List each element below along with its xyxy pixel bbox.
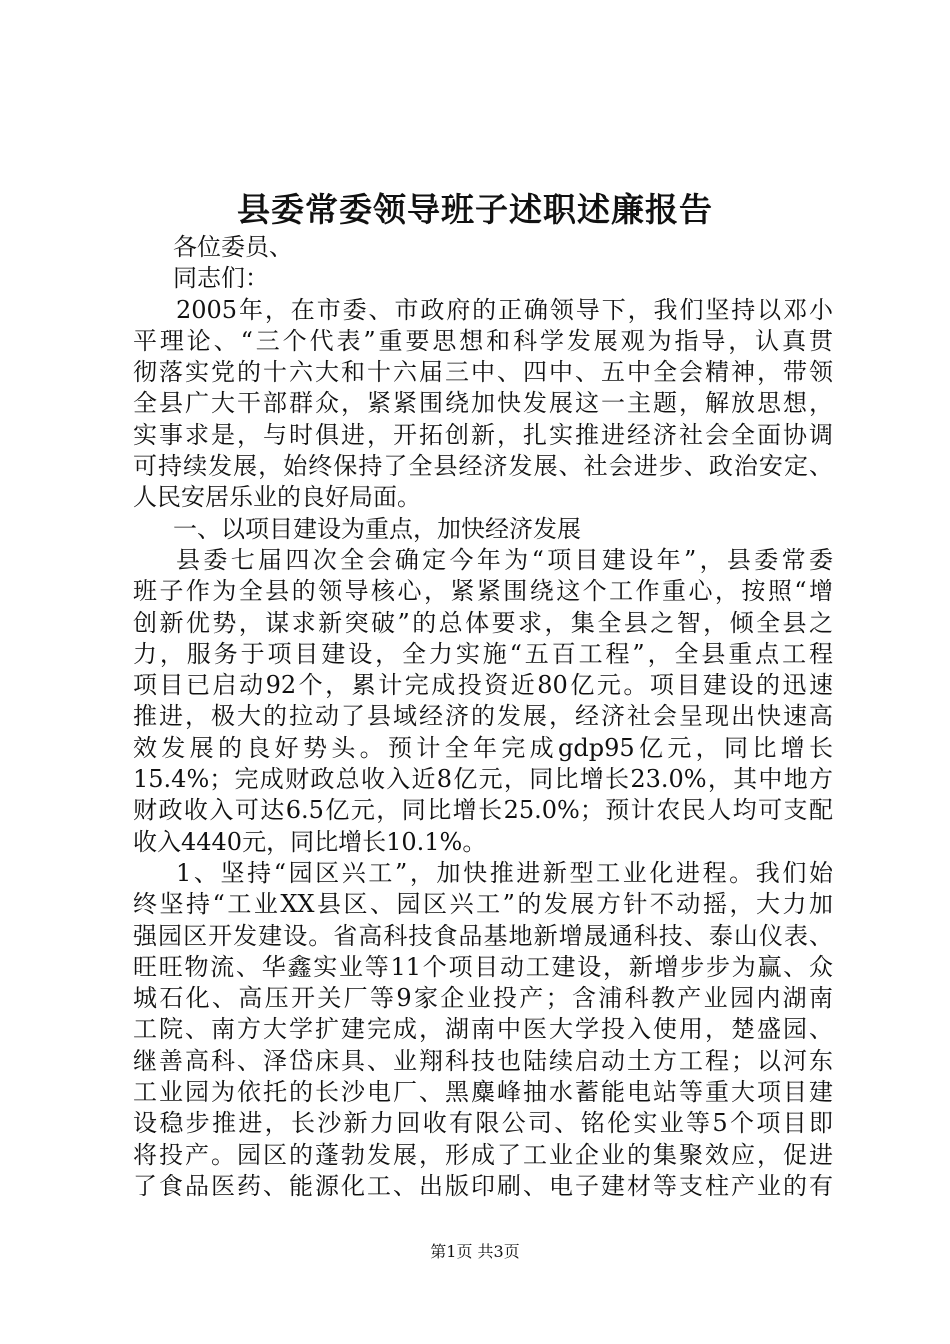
paragraph-line: 1、坚持“园区兴工”，加快推进新型工业化进程。我们始 xyxy=(176,858,833,887)
paragraph-line: 人民安居乐业的良好局面。 xyxy=(133,483,421,512)
salutation-line: 各位委员、 xyxy=(173,233,293,261)
paragraph-line: 了食品医药、能源化工、出版印刷、电子建材等支柱产业的有 xyxy=(133,1171,833,1200)
paragraph-line: 15.4%；完成财政总收入近8亿元，同比增长23.0%，其中地方 xyxy=(133,765,833,794)
paragraph-line: 工业园为依托的长沙电厂、黑麋峰抽水蓄能电站等重大项目建 xyxy=(133,1078,833,1107)
paragraph-line: 彻落实党的十六大和十六届三中、四中、五中全会精神，带领 xyxy=(133,358,833,387)
paragraph-line: 强园区开发建设。省高科技食品基地新增晟通科技、泰山仪表、 xyxy=(133,921,833,950)
paragraph-line: 推进，极大的拉动了县域经济的发展，经济社会呈现出快速高 xyxy=(133,702,833,731)
paragraph-line: 效发展的良好势头。预计全年完成gdp95亿元，同比增长 xyxy=(133,733,833,762)
paragraph-line: 将投产。园区的蓬勃发展，形成了工业企业的集聚效应，促进 xyxy=(133,1140,833,1169)
document-body xyxy=(133,232,833,1202)
paragraph-line: 旺旺物流、华鑫实业等11个项目动工建设，新增步步为赢、众 xyxy=(133,952,833,981)
section-heading: 一、以项目建设为重点，加快经济发展 xyxy=(173,514,581,543)
paragraph-line: 实事求是，与时俱进，开拓创新，扎实推进经济社会全面协调 xyxy=(133,420,833,449)
paragraph-line: 县委七届四次全会确定今年为“项目建设年”，县委常委 xyxy=(176,545,833,574)
paragraph-line: 收入4440元，同比增长10.1%。 xyxy=(133,827,487,856)
page-number-footer: 第1页 共3页 xyxy=(430,1242,520,1261)
paragraph-line: 2005年，在市委、市政府的正确领导下，我们坚持以邓小 xyxy=(176,295,833,324)
paragraph-line: 项目已启动92个，累计完成投资近80亿元。项目建设的迅速 xyxy=(133,671,833,700)
paragraph-line: 力，服务于项目建设，全力实施“五百工程”，全县重点工程 xyxy=(133,639,833,668)
paragraph-line: 设稳步推进，长沙新力回收有限公司、铭伦实业等5个项目即 xyxy=(133,1109,833,1138)
paragraph-line: 平理论、“三个代表”重要思想和科学发展观为指导，认真贯 xyxy=(133,326,833,355)
document-title: 县委常委领导班子述职述廉报告 xyxy=(237,190,713,229)
paragraph-line: 班子作为全县的领导核心，紧紧围绕这个工作重心，按照“增 xyxy=(133,577,833,606)
paragraph-line: 继善高科、泽岱床具、业翔科技也陆续启动土方工程；以河东 xyxy=(133,1046,833,1075)
salutation-line: 同志们： xyxy=(173,264,269,293)
paragraph-line: 城石化、高压开关厂等9家企业投产；含浦科教产业园内湖南 xyxy=(133,984,833,1013)
paragraph-line: 创新优势，谋求新突破”的总体要求，集全县之智，倾全县之 xyxy=(133,608,833,637)
paragraph-line: 终坚持“工业XX县区、园区兴工”的发展方针不动摇，大力加 xyxy=(133,890,833,919)
paragraph-line: 可持续发展，始终保持了全县经济发展、社会进步、政治安定、 xyxy=(133,452,833,481)
paragraph-line: 全县广大干部群众，紧紧围绕加快发展这一主题，解放思想， xyxy=(133,389,833,418)
paragraph-line: 财政收入可达6.5亿元，同比增长25.0%；预计农民人均可支配 xyxy=(133,796,833,825)
paragraph-line: 工院、南方大学扩建完成，湖南中医大学投入使用，楚盛园、 xyxy=(133,1015,833,1044)
